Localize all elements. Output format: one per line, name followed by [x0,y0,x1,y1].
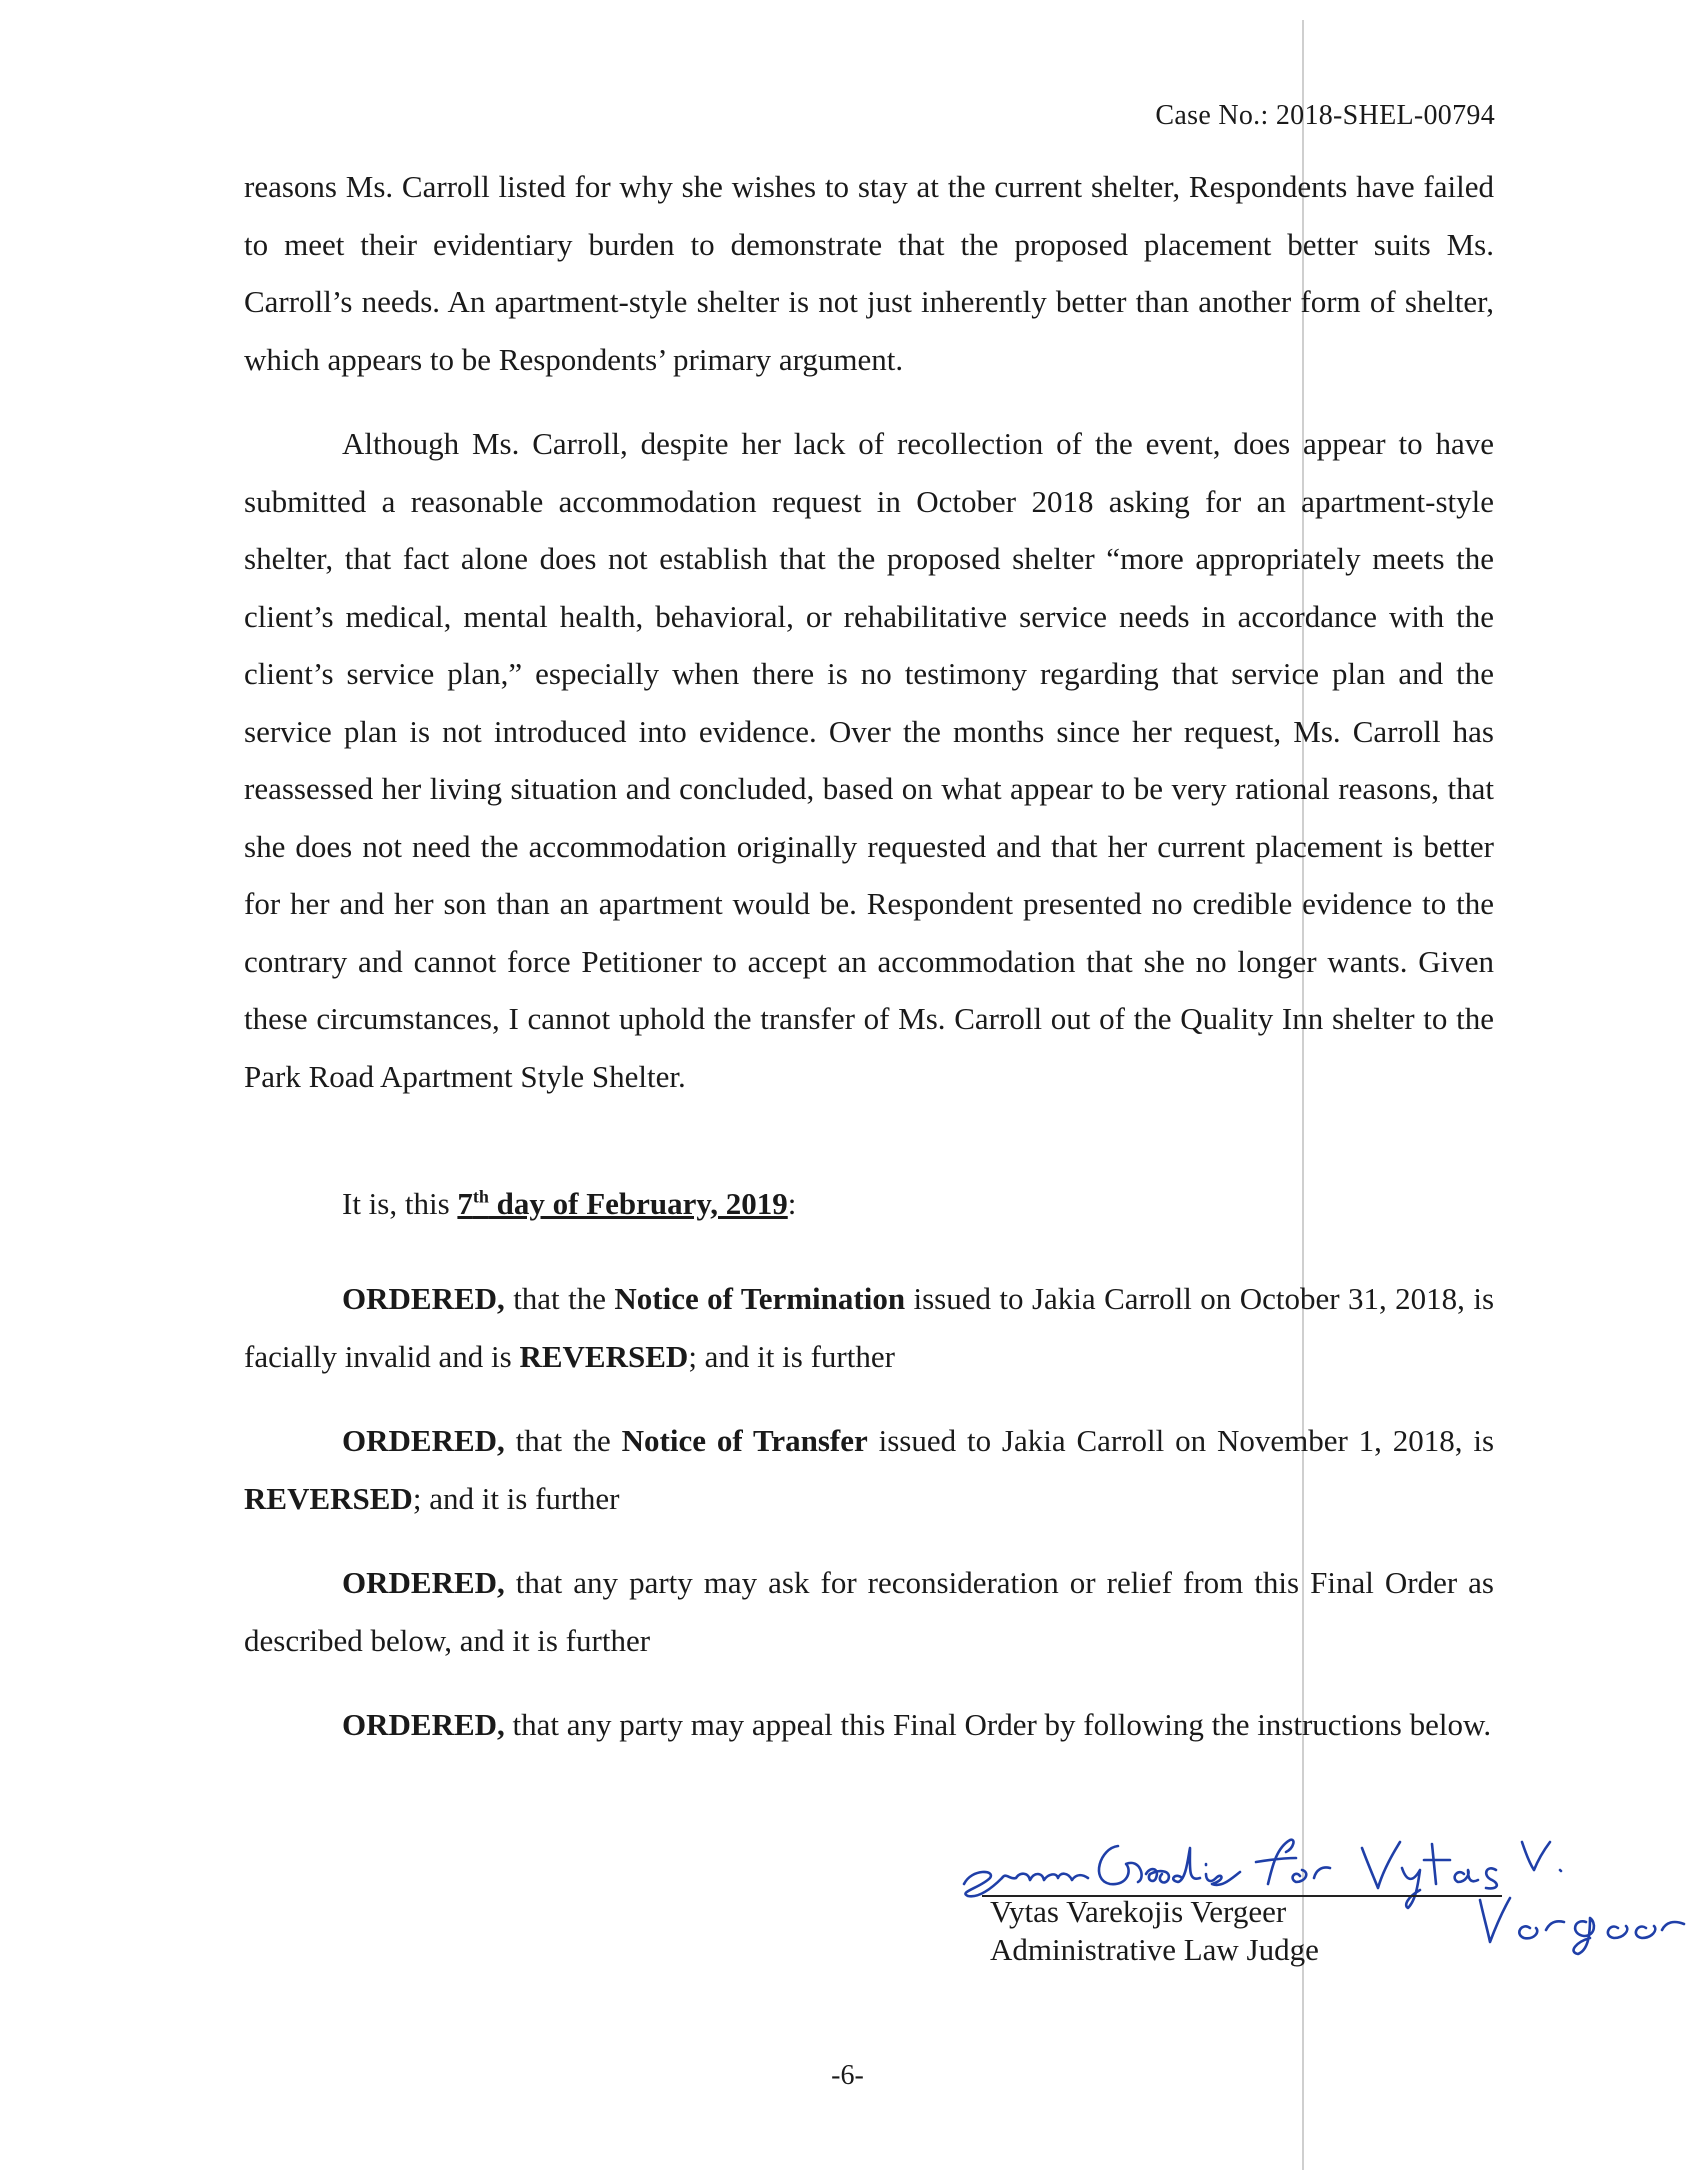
order-date-suffix: : [787,1186,797,1221]
order-date-ordinal: th [472,1186,489,1207]
ordered-label: ORDERED, [342,1281,505,1316]
case-number: Case No.: 2018-SHEL-00794 [1155,100,1495,131]
order-date-line [342,1186,796,1222]
order-transfer [244,1412,1494,1527]
order-text: that the [504,1281,615,1316]
order-text: that the [504,1423,622,1458]
order-text: ; and it is further [412,1480,620,1516]
order-date-prefix: It is, this [342,1186,458,1221]
ordered-label: ORDERED, [342,1423,505,1458]
order-text: ; and it is further [688,1338,895,1374]
reversed-label: REVERSED [519,1338,689,1374]
page-number: -6- [831,2060,864,2091]
order-text: that any party may ask for reconsideration or relief from this Final Order as described below, and it is further [244,1565,1494,1658]
order-date-day: 7 [457,1186,473,1221]
paragraph-analysis: Although Ms. Carroll, despite her lack of recollection of the event, does appear to have submitted a reasonable accommodation request in October 2018 asking for an apartment-style shelter, that fact alone does not establish that the proposed shelter “more appropriately meets the client’s medical, mental health, behavioral, or rehabilitative service needs in accordance with the client’s service plan,” especially when there is no testimony regarding that service plan and the service plan is not introduced into evidence. Over the months since her request, Ms. Carroll has reassessed her living situation and concluded, based on what appear to be very rational reasons, that she does not need the accommodation originally requested and that her current placement is better for her and her son than an apartment would be. Respondent presented no credible evidence to the contrary and cannot force Petitioner to accept an accommodation that she no longer wants. Given these circumstances, I cannot uphold the transfer of Ms. Carroll out of the Quality Inn shelter to the Park Road Apartment Style Shelter. [244,426,1494,1094]
paragraph-continued: reasons Ms. Carroll listed for why she wishes to stay at the current shelter, Respondents have failed to meet their evidentiary burden to demonstrate that the proposed placement better suits Ms. Carroll’s needs. An apartment-style shelter is not just inherently better than another form of shelter, which appears to be Respondents’ primary argument. [244,169,1494,377]
notice-of-transfer: Notice of Transfer [621,1423,868,1458]
order-text: that any party may appeal this Final Order by following the instructions below. [504,1707,1492,1742]
order-appeal [244,1696,1494,1754]
ordered-label: ORDERED, [342,1707,505,1742]
notice-of-termination: Notice of Termination [614,1281,906,1316]
judge-name: Vytas Varekojis Vergeer [990,1894,1287,1929]
reversed-label: REVERSED [244,1480,413,1516]
order-text: issued to Jakia Carroll on October 31, 2018, is facially invalid and is [244,1281,1495,1374]
order-reconsideration [244,1554,1494,1669]
order-termination [244,1270,1494,1385]
ordered-label: ORDERED, [342,1565,505,1600]
order-date [457,1186,787,1221]
order-text: issued to Jakia Carroll on November 1, 2018, is [867,1423,1495,1458]
order-date-rest: day of February, 2019 [488,1186,788,1221]
judge-title: Administrative Law Judge [990,1932,1319,1967]
